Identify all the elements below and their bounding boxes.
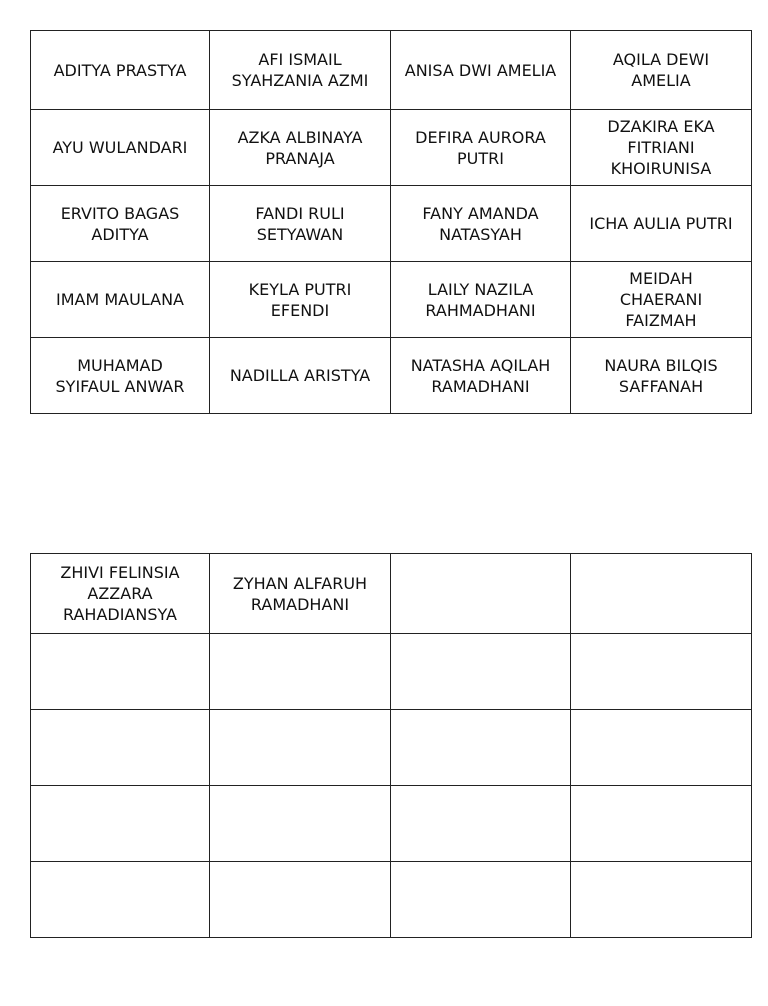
empty-cell	[31, 862, 210, 938]
name-cell: FANY AMANDA NATASYAH	[391, 186, 571, 262]
name-cell: ZYHAN ALFARUH RAMADHANI	[210, 554, 391, 634]
empty-cell	[571, 554, 752, 634]
name-cell: AQILA DEWI AMELIA	[571, 31, 752, 110]
empty-cell	[391, 634, 571, 710]
empty-cell	[31, 710, 210, 786]
name-cell: NATASHA AQILAH RAMADHANI	[391, 338, 571, 414]
empty-cell	[210, 710, 391, 786]
name-cell: ADITYA PRASTYA	[31, 31, 210, 110]
name-cell: MUHAMAD SYIFAUL ANWAR	[31, 338, 210, 414]
empty-cell	[391, 786, 571, 862]
table-row	[31, 710, 752, 786]
empty-cell	[210, 786, 391, 862]
name-cell: DEFIRA AURORA PUTRI	[391, 110, 571, 186]
name-cell: DZAKIRA EKA FITRIANI KHOIRUNISA	[571, 110, 752, 186]
table-row	[31, 186, 752, 262]
name-cell: ANISA DWI AMELIA	[391, 31, 571, 110]
table-row	[31, 786, 752, 862]
name-cell: AYU WULANDARI	[31, 110, 210, 186]
empty-cell	[391, 710, 571, 786]
name-cell: AZKA ALBINAYA PRANAJA	[210, 110, 391, 186]
empty-cell	[391, 862, 571, 938]
name-cell: AFI ISMAIL SYAHZANIA AZMI	[210, 31, 391, 110]
table-row	[31, 262, 752, 338]
name-cell: ERVITO BAGAS ADITYA	[31, 186, 210, 262]
table-row	[31, 862, 752, 938]
empty-cell	[391, 554, 571, 634]
empty-cell	[571, 634, 752, 710]
name-cell: FANDI RULI SETYAWAN	[210, 186, 391, 262]
empty-cell	[571, 862, 752, 938]
name-cell: ZHIVI FELINSIA AZZARA RAHADIANSYA	[31, 554, 210, 634]
name-table-1	[30, 30, 752, 414]
name-table-2	[30, 553, 752, 938]
table-row	[31, 554, 752, 634]
empty-cell	[210, 634, 391, 710]
name-cell: KEYLA PUTRI EFENDI	[210, 262, 391, 338]
name-cell: LAILY NAZILA RAHMADHANI	[391, 262, 571, 338]
name-cell: NAURA BILQIS SAFFANAH	[571, 338, 752, 414]
empty-cell	[31, 634, 210, 710]
name-cell: NADILLA ARISTYA	[210, 338, 391, 414]
empty-cell	[571, 786, 752, 862]
table-row	[31, 338, 752, 414]
name-cell: ICHA AULIA PUTRI	[571, 186, 752, 262]
empty-cell	[31, 786, 210, 862]
table-row	[31, 31, 752, 110]
table-row	[31, 110, 752, 186]
name-cell: MEIDAH CHAERANI FAIZMAH	[571, 262, 752, 338]
empty-cell	[571, 710, 752, 786]
name-cell: IMAM MAULANA	[31, 262, 210, 338]
empty-cell	[210, 862, 391, 938]
table-row	[31, 634, 752, 710]
